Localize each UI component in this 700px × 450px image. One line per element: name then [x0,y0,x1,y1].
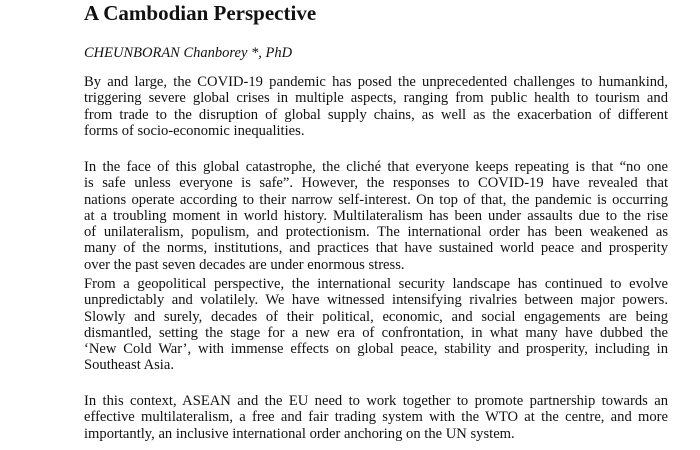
author-line: CHEUNBORAN Chanborey *, PhD [84,45,293,61]
text-line: In the face of this global catastrophe, the cliché that everyone keeps repeating is that “no one [84,159,668,175]
paragraph-2 [84,159,668,273]
text-line: unpredictably and volatilely. We have witnessed intensifying rivalries between major powers. [84,292,668,309]
text-line: Southeast Asia. [84,357,174,374]
text-line: at a troubling moment in world history. Multilateralism has been under assaults due to the rise [84,207,668,224]
text-line: over the past seven decades are under enormous stress. [84,256,405,273]
text-line: ‘New Cold War’, with immense effects on global peace, stability and prosperity, including in [84,341,668,358]
text-line: dismantled, setting the stage for a new era of confrontation, in what many have dubbed the [84,324,668,341]
text-line: Slowly and surely, decades of their political, economic, and social engagements are being [84,308,668,325]
text-line: In this context, ASEAN and the EU need to work together to promote partnership towards an [84,393,668,409]
paragraph-3 [84,276,668,374]
text-line: of unilateralism, populism, and protectionism. The international order has been weakened as [84,224,668,241]
text-line: effective multilateralism, a free and fair trading system with the WTO at the centre, and more [84,409,668,426]
paragraph-1 [84,74,668,139]
text-line: importantly, an inclusive international order anchoring on the UN system. [84,425,515,442]
paragraph-4 [84,393,668,442]
text-line: From a geopolitical perspective, the international security landscape has continued to evolve [84,276,668,292]
document-title: A Cambodian Perspective [84,1,317,25]
text-line: forms of socio-economic inequalities. [84,122,305,139]
text-line: triggering severe global crises in multiple aspects, ranging from public health to tourism and [84,90,668,107]
text-line: nations operate according to their narrow self-interest. On top of that, the pandemic is occurring [84,191,668,208]
text-line: many of the norms, institutions, and practices that have sustained world peace and prosperity [84,240,668,257]
text-line: By and large, the COVID-19 pandemic has posed the unprecedented challenges to humankind, [84,74,668,90]
text-line: from trade to the disruption of global supply chains, as well as the exacerbation of different [84,106,668,123]
text-line: is safe unless everyone is safe”. However, the responses to COVID-19 have revealed that [84,175,668,192]
